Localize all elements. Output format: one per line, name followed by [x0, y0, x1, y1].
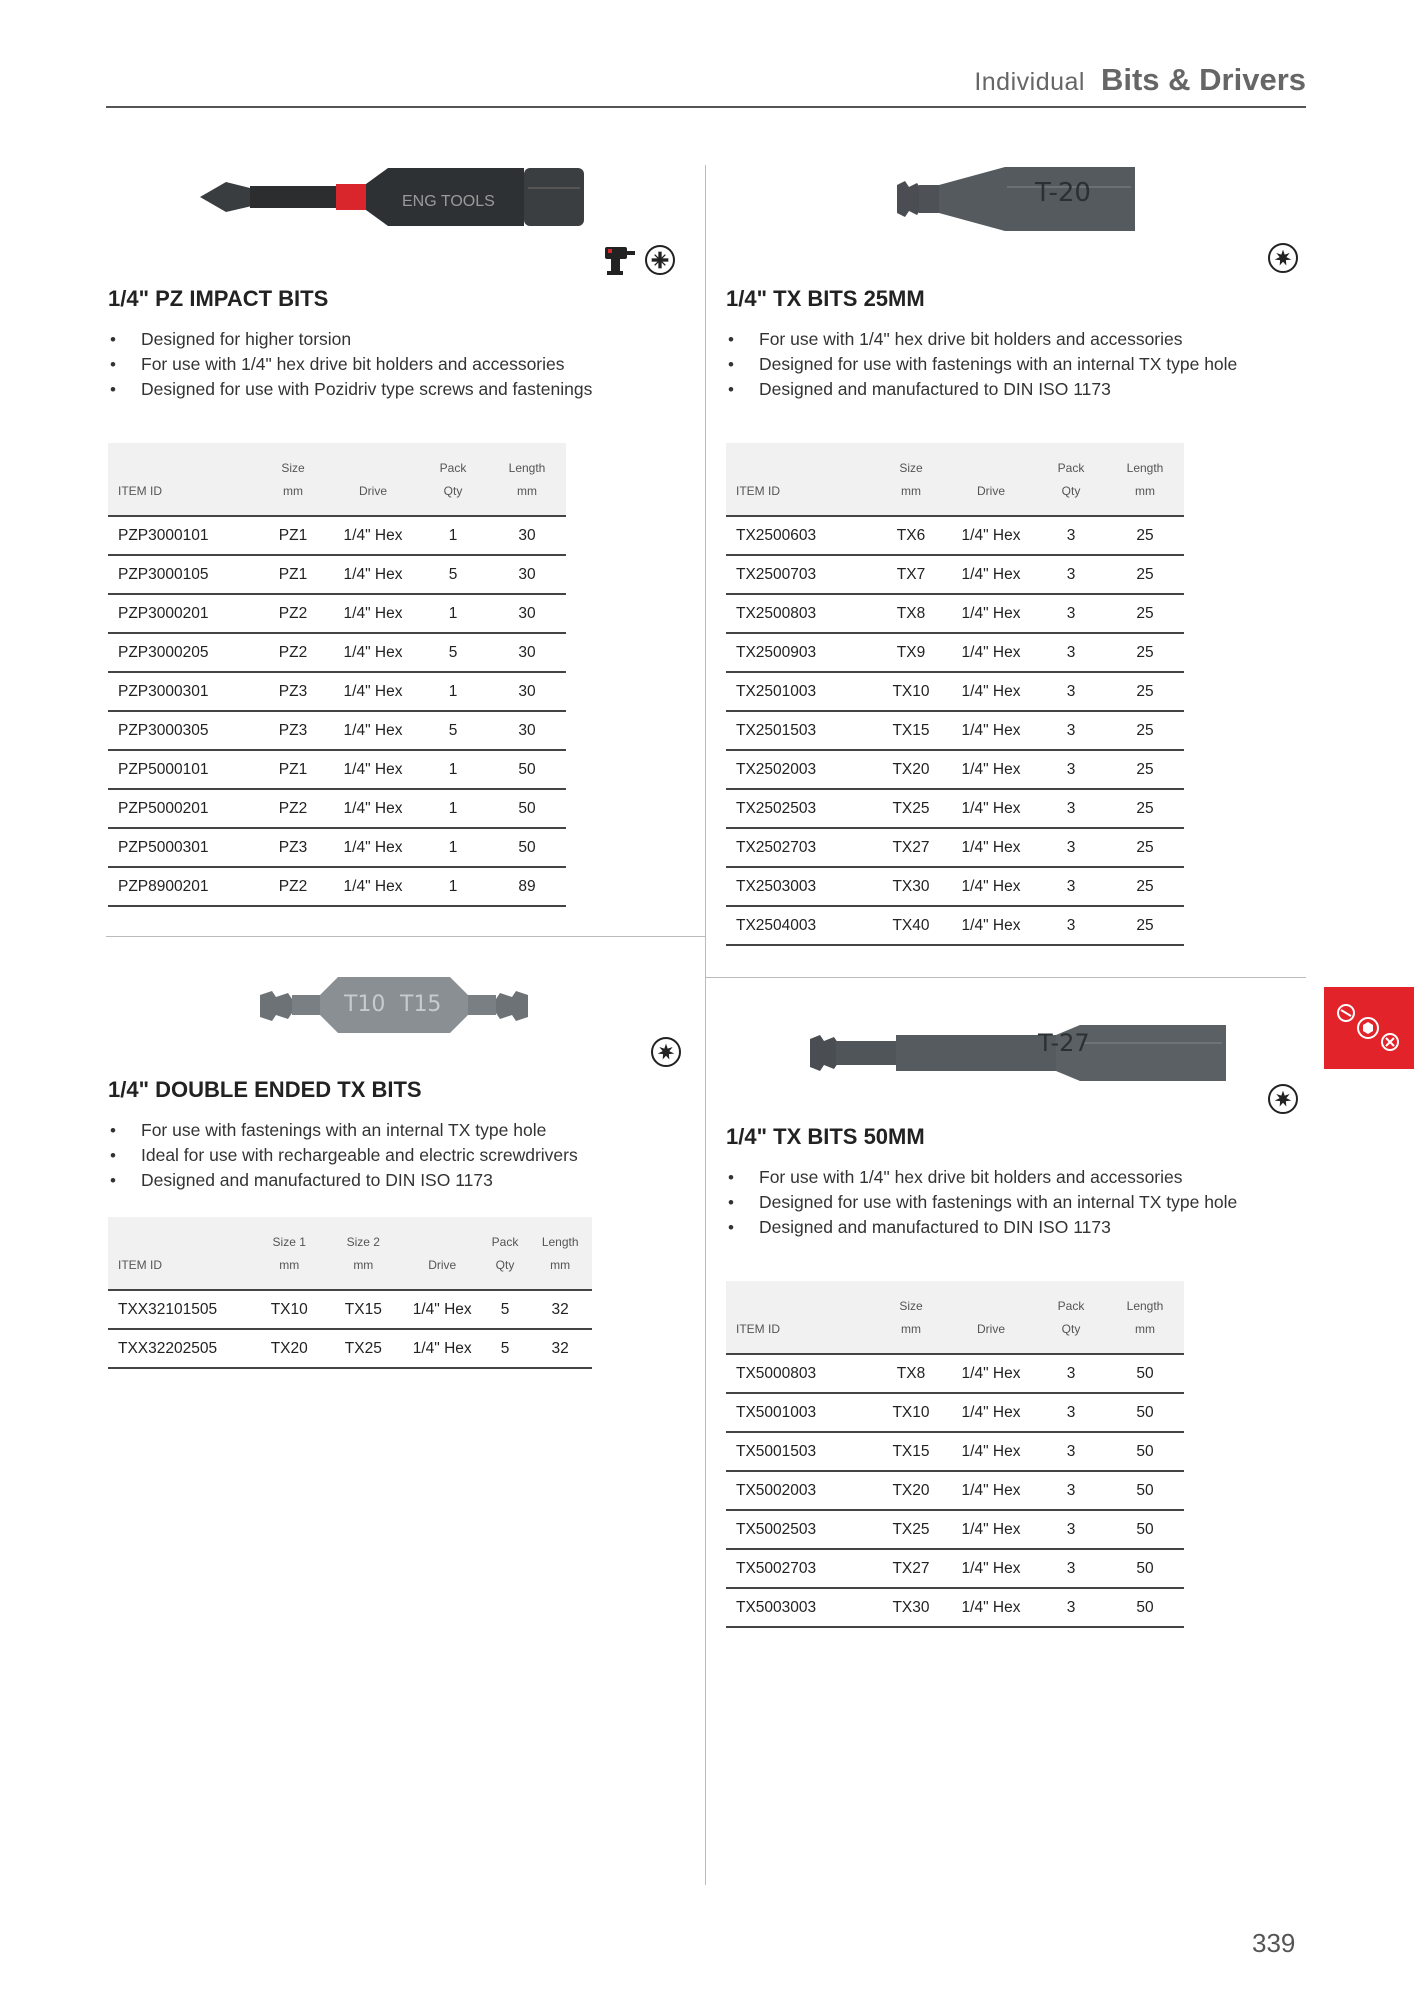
table-row — [726, 1588, 1184, 1627]
table-cell: PZ1 — [258, 750, 328, 789]
table-cell: 1/4" Hex — [946, 1354, 1036, 1393]
table-cell: 3 — [1036, 1471, 1106, 1510]
table-cell: 1/4" Hex — [328, 516, 418, 555]
double-ended-icons — [651, 1037, 681, 1067]
table-cell: 3 — [1036, 906, 1106, 945]
item-id-cell: TX5002003 — [726, 1471, 876, 1510]
table-row — [726, 1393, 1184, 1432]
table-cell: TX20 — [876, 1471, 946, 1510]
col-item-id: ITEM ID — [108, 1217, 255, 1290]
table-cell: 3 — [1036, 1432, 1106, 1471]
header-subtitle: Individual — [974, 68, 1085, 96]
table-cell: 1/4" Hex — [328, 789, 418, 828]
table-cell: 25 — [1106, 633, 1184, 672]
table-cell: TX27 — [876, 1549, 946, 1588]
table-cell: 25 — [1106, 750, 1184, 789]
table-row — [108, 1290, 592, 1329]
item-id-cell: TX5000803 — [726, 1354, 876, 1393]
table-cell: 3 — [1036, 750, 1106, 789]
table-cell: 1/4" Hex — [946, 906, 1036, 945]
item-id-cell: TX2501503 — [726, 711, 876, 750]
table-cell: TX9 — [876, 633, 946, 672]
pz-bullet-list — [108, 327, 648, 402]
pz-bullet: • Designed for use with Pozidriv type screws and fastenings — [108, 377, 648, 402]
table-row — [726, 1432, 1184, 1471]
table-row — [108, 516, 566, 555]
torx-icon — [651, 1037, 681, 1067]
table-cell: 1/4" Hex — [946, 633, 1036, 672]
tx50-section-title: 1/4" TX BITS 50MM — [726, 1124, 925, 1149]
item-id-cell: PZP5000101 — [108, 750, 258, 789]
table-cell: TX30 — [876, 867, 946, 906]
table-cell: 30 — [488, 633, 566, 672]
table-cell: TX20 — [876, 750, 946, 789]
table-cell: 3 — [1036, 555, 1106, 594]
item-id-cell: PZP5000201 — [108, 789, 258, 828]
item-id-cell: TX2504003 — [726, 906, 876, 945]
table-cell: 1 — [418, 594, 488, 633]
item-id-cell: TX5003003 — [726, 1588, 876, 1627]
pz-impact-bit-image — [198, 160, 588, 234]
table-cell: 1/4" Hex — [946, 1432, 1036, 1471]
col-drive: Drive — [328, 443, 418, 516]
table-row — [726, 828, 1184, 867]
torx-icon — [1268, 1084, 1298, 1114]
table-cell: TX8 — [876, 1354, 946, 1393]
table-cell: 1/4" Hex — [946, 789, 1036, 828]
table-row — [726, 789, 1184, 828]
item-id-cell: TX5002703 — [726, 1549, 876, 1588]
table-cell: TX10 — [876, 1393, 946, 1432]
pz-icons — [603, 243, 675, 277]
table-cell: 1/4" Hex — [403, 1290, 482, 1329]
table-row — [108, 594, 566, 633]
table-cell: 3 — [1036, 594, 1106, 633]
table-cell: 1/4" Hex — [946, 867, 1036, 906]
right-section-divider — [706, 977, 1306, 978]
table-cell: 25 — [1106, 594, 1184, 633]
table-cell: 3 — [1036, 828, 1106, 867]
table-cell: 1/4" Hex — [328, 867, 418, 906]
table-cell: 1/4" Hex — [946, 1588, 1036, 1627]
item-id-cell: TXX32202505 — [108, 1329, 255, 1368]
item-id-cell: TX2500703 — [726, 555, 876, 594]
item-id-cell: PZP3000201 — [108, 594, 258, 633]
table-cell: PZ3 — [258, 828, 328, 867]
table-row — [726, 1549, 1184, 1588]
table-cell: 3 — [1036, 1354, 1106, 1393]
item-id-cell: TX2502003 — [726, 750, 876, 789]
item-id-cell: PZP3000301 — [108, 672, 258, 711]
table-cell: 1/4" Hex — [328, 711, 418, 750]
table-cell: TX10 — [255, 1290, 324, 1329]
table-cell: PZ2 — [258, 867, 328, 906]
double-ended-section-title: 1/4" DOUBLE ENDED TX BITS — [108, 1077, 422, 1102]
tx25-spec-table — [726, 443, 1184, 946]
table-row — [726, 867, 1184, 906]
table-cell: 1 — [418, 867, 488, 906]
table-cell: 1/4" Hex — [946, 711, 1036, 750]
table-row — [726, 1354, 1184, 1393]
table-cell: 3 — [1036, 1588, 1106, 1627]
item-id-cell: TX2500903 — [726, 633, 876, 672]
item-id-cell: TX2501003 — [726, 672, 876, 711]
item-id-cell: TX2503003 — [726, 867, 876, 906]
col-pack-qty: Pack Qty — [1036, 1281, 1106, 1354]
col-item-id: ITEM ID — [726, 1281, 876, 1354]
col-pack-qty: Pack Qty — [418, 443, 488, 516]
table-cell: TX10 — [876, 672, 946, 711]
tx25-bullet: • For use with 1/4" hex drive bit holders and accessories — [726, 327, 1266, 352]
item-id-cell: TX5001503 — [726, 1432, 876, 1471]
table-cell: TX25 — [876, 1510, 946, 1549]
item-id-cell: PZP5000301 — [108, 828, 258, 867]
table-header-row — [108, 1217, 592, 1290]
table-cell: 32 — [528, 1329, 592, 1368]
table-row — [108, 828, 566, 867]
table-cell: 1/4" Hex — [946, 1510, 1036, 1549]
table-cell: 30 — [488, 672, 566, 711]
table-cell: PZ3 — [258, 711, 328, 750]
item-id-cell: TX2502703 — [726, 828, 876, 867]
table-cell: 50 — [1106, 1549, 1184, 1588]
table-cell: TX20 — [255, 1329, 324, 1368]
table-cell: 1 — [418, 750, 488, 789]
col-drive: Drive — [946, 1281, 1036, 1354]
table-cell: 1/4" Hex — [946, 828, 1036, 867]
col-length: Length mm — [528, 1217, 592, 1290]
table-cell: 50 — [488, 828, 566, 867]
double-bit-label-2: T15 — [400, 992, 442, 1017]
tx50-bit-image — [808, 1021, 1226, 1085]
table-cell: PZ2 — [258, 633, 328, 672]
table-cell: 5 — [418, 711, 488, 750]
pozidriv-icon — [645, 245, 675, 275]
item-id-cell: TX2500803 — [726, 594, 876, 633]
tx50-spec-table — [726, 1281, 1184, 1628]
table-cell: TX6 — [876, 516, 946, 555]
double-ended-bullet: • Designed and manufactured to DIN ISO 1173 — [108, 1168, 668, 1193]
table-cell: 50 — [488, 789, 566, 828]
tx25-bit-label: T-20 — [1035, 178, 1091, 208]
pz-bullet: • For use with 1/4" hex drive bit holders and accessories — [108, 352, 648, 377]
table-cell: 50 — [1106, 1354, 1184, 1393]
table-cell: TX8 — [876, 594, 946, 633]
table-cell: TX7 — [876, 555, 946, 594]
col-item-id: ITEM ID — [108, 443, 258, 516]
item-id-cell: TX2500603 — [726, 516, 876, 555]
tx25-bullet-list — [726, 327, 1266, 402]
table-row — [726, 516, 1184, 555]
table-row — [108, 750, 566, 789]
table-cell: 1/4" Hex — [328, 672, 418, 711]
table-cell: 1/4" Hex — [946, 1471, 1036, 1510]
page-header — [106, 62, 1306, 108]
col-item-id: ITEM ID — [726, 443, 876, 516]
left-section-divider — [106, 936, 706, 937]
table-row — [726, 906, 1184, 945]
table-cell: 1/4" Hex — [946, 594, 1036, 633]
col-pack-qty: Pack Qty — [1036, 443, 1106, 516]
table-cell: 1/4" Hex — [328, 555, 418, 594]
table-cell: 32 — [528, 1290, 592, 1329]
col-size-2: Size 2 mm — [324, 1217, 403, 1290]
pz-spec-table — [108, 443, 566, 907]
col-length: Length mm — [488, 443, 566, 516]
tx50-bullet: • For use with 1/4" hex drive bit holders and accessories — [726, 1165, 1266, 1190]
table-cell: TX15 — [876, 1432, 946, 1471]
col-size-1: Size 1 mm — [255, 1217, 324, 1290]
col-length: Length mm — [1106, 1281, 1184, 1354]
table-row — [726, 1471, 1184, 1510]
table-row — [726, 633, 1184, 672]
table-cell: 25 — [1106, 828, 1184, 867]
table-header-row — [726, 443, 1184, 516]
table-cell: 1/4" Hex — [328, 594, 418, 633]
item-id-cell: PZP3000101 — [108, 516, 258, 555]
double-bit-label-1: T10 — [344, 992, 386, 1017]
table-cell: TX25 — [876, 789, 946, 828]
table-cell: 3 — [1036, 633, 1106, 672]
table-row — [108, 1329, 592, 1368]
col-drive: Drive — [403, 1217, 482, 1290]
table-row — [726, 555, 1184, 594]
table-row — [108, 711, 566, 750]
table-cell: 3 — [1036, 1393, 1106, 1432]
table-cell: PZ2 — [258, 594, 328, 633]
table-row — [726, 672, 1184, 711]
tx50-bullet: • Designed for use with fastenings with an internal TX type hole — [726, 1190, 1266, 1215]
item-id-cell: PZP8900201 — [108, 867, 258, 906]
item-id-cell: TXX32101505 — [108, 1290, 255, 1329]
pz-bullet: • Designed for higher torsion — [108, 327, 648, 352]
item-id-cell: PZP3000305 — [108, 711, 258, 750]
table-cell: 25 — [1106, 867, 1184, 906]
table-cell: 1 — [418, 828, 488, 867]
table-row — [726, 750, 1184, 789]
col-size: Size mm — [876, 443, 946, 516]
table-header-row — [726, 1281, 1184, 1354]
item-id-cell: TX5002503 — [726, 1510, 876, 1549]
table-cell: 1/4" Hex — [328, 828, 418, 867]
column-divider — [705, 165, 706, 1885]
table-cell: TX27 — [876, 828, 946, 867]
col-length: Length mm — [1106, 443, 1184, 516]
table-cell: 50 — [1106, 1393, 1184, 1432]
tx50-icons — [1268, 1084, 1298, 1114]
table-cell: 1/4" Hex — [946, 516, 1036, 555]
table-cell: 1/4" Hex — [946, 672, 1036, 711]
table-row — [108, 555, 566, 594]
table-cell: 1/4" Hex — [328, 750, 418, 789]
double-ended-bullet: • Ideal for use with rechargeable and electric screwdrivers — [108, 1143, 668, 1168]
table-cell: 89 — [488, 867, 566, 906]
table-row — [726, 1510, 1184, 1549]
table-row — [108, 867, 566, 906]
table-cell: 25 — [1106, 516, 1184, 555]
table-cell: 3 — [1036, 789, 1106, 828]
table-cell: 25 — [1106, 711, 1184, 750]
table-cell: 25 — [1106, 555, 1184, 594]
pz-bit-label: ENG TOOLS — [402, 193, 495, 210]
item-id-cell: PZP3000105 — [108, 555, 258, 594]
table-row — [108, 633, 566, 672]
category-tab-bits[interactable] — [1324, 987, 1414, 1069]
table-cell: 50 — [1106, 1432, 1184, 1471]
header-title: Bits & Drivers — [1100, 62, 1306, 97]
tx25-section-title: 1/4" TX BITS 25MM — [726, 286, 925, 311]
tx50-bullet-list — [726, 1165, 1266, 1240]
double-ended-bullet-list — [108, 1118, 668, 1193]
tx25-bullet: • Designed and manufactured to DIN ISO 1173 — [726, 377, 1266, 402]
item-id-cell: TX5001003 — [726, 1393, 876, 1432]
table-cell: 1 — [418, 672, 488, 711]
table-cell: 3 — [1036, 516, 1106, 555]
table-cell: 1/4" Hex — [946, 750, 1036, 789]
table-cell: 1/4" Hex — [946, 555, 1036, 594]
table-row — [726, 711, 1184, 750]
table-cell: 25 — [1106, 672, 1184, 711]
table-cell: TX25 — [324, 1329, 403, 1368]
table-header-row — [108, 443, 566, 516]
table-cell: PZ1 — [258, 516, 328, 555]
bits-category-icon — [1324, 987, 1414, 1069]
table-cell: 1/4" Hex — [328, 633, 418, 672]
impact-drill-icon — [603, 243, 637, 277]
table-cell: PZ2 — [258, 789, 328, 828]
table-cell: PZ3 — [258, 672, 328, 711]
table-cell: 3 — [1036, 1510, 1106, 1549]
col-size: Size mm — [258, 443, 328, 516]
table-cell: 25 — [1106, 906, 1184, 945]
double-ended-spec-table — [108, 1217, 592, 1369]
table-cell: 5 — [482, 1329, 529, 1368]
double-ended-bullet: • For use with fastenings with an internal TX type hole — [108, 1118, 668, 1143]
table-row — [108, 672, 566, 711]
pz-section-title: 1/4" PZ IMPACT BITS — [108, 286, 329, 311]
table-cell: 30 — [488, 516, 566, 555]
table-cell: 50 — [1106, 1510, 1184, 1549]
table-cell: 5 — [482, 1290, 529, 1329]
table-cell: TX15 — [324, 1290, 403, 1329]
tx50-bullet: • Designed and manufactured to DIN ISO 1173 — [726, 1215, 1266, 1240]
table-cell: 50 — [1106, 1588, 1184, 1627]
table-cell: 1 — [418, 789, 488, 828]
table-cell: 3 — [1036, 867, 1106, 906]
table-cell: 25 — [1106, 789, 1184, 828]
table-cell: 3 — [1036, 1549, 1106, 1588]
double-ended-bit-image — [258, 973, 530, 1037]
table-cell: 1 — [418, 516, 488, 555]
page-number: 339 — [1252, 1928, 1296, 1958]
col-drive: Drive — [946, 443, 1036, 516]
table-cell: 1/4" Hex — [946, 1393, 1036, 1432]
tx25-bit-image — [895, 163, 1135, 235]
table-cell: 5 — [418, 555, 488, 594]
table-cell: 30 — [488, 555, 566, 594]
table-cell: 1/4" Hex — [403, 1329, 482, 1368]
table-cell: PZ1 — [258, 555, 328, 594]
col-pack-qty: Pack Qty — [482, 1217, 529, 1290]
table-cell: 50 — [488, 750, 566, 789]
col-size: Size mm — [876, 1281, 946, 1354]
table-row — [726, 594, 1184, 633]
table-row — [108, 789, 566, 828]
table-cell: 3 — [1036, 672, 1106, 711]
table-cell: 30 — [488, 711, 566, 750]
tx25-icons — [1268, 243, 1298, 273]
table-cell: 30 — [488, 594, 566, 633]
table-cell: TX40 — [876, 906, 946, 945]
table-cell: TX15 — [876, 711, 946, 750]
table-cell: 3 — [1036, 711, 1106, 750]
tx50-bit-label: T-27 — [1038, 1029, 1090, 1057]
item-id-cell: TX2502503 — [726, 789, 876, 828]
table-cell: TX30 — [876, 1588, 946, 1627]
table-cell: 5 — [418, 633, 488, 672]
item-id-cell: PZP3000205 — [108, 633, 258, 672]
torx-icon — [1268, 243, 1298, 273]
tx25-bullet: • Designed for use with fastenings with an internal TX type hole — [726, 352, 1266, 377]
table-cell: 1/4" Hex — [946, 1549, 1036, 1588]
table-cell: 50 — [1106, 1471, 1184, 1510]
